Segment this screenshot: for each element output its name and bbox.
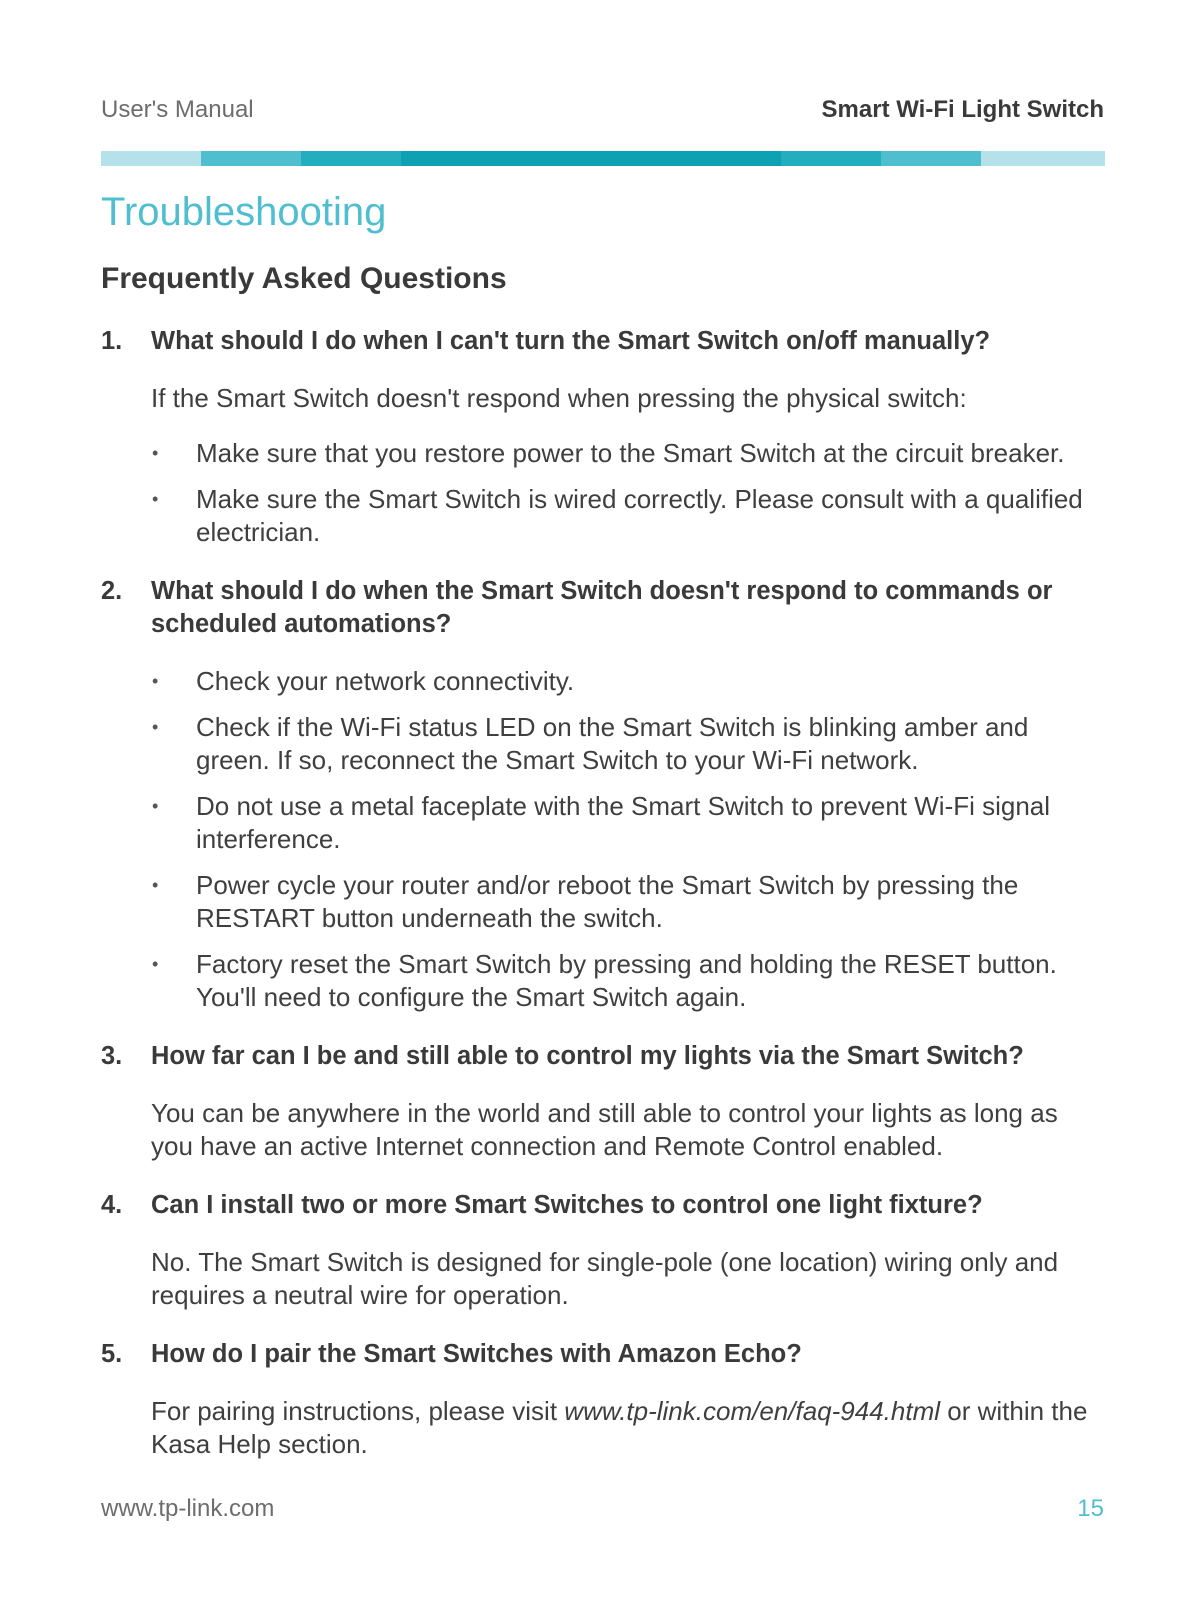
color-bar-segment bbox=[201, 151, 301, 166]
color-bar-segment bbox=[881, 151, 981, 166]
list-item bbox=[101, 869, 1105, 935]
section-subtitle: Frequently Asked Questions bbox=[101, 262, 507, 295]
color-bar-segment bbox=[781, 151, 881, 166]
page-title: Troubleshooting bbox=[101, 190, 387, 234]
faq-item-5 bbox=[101, 1338, 1105, 1461]
page-header bbox=[101, 96, 1104, 130]
bullet-list bbox=[101, 665, 1105, 1014]
bullet-icon: • bbox=[152, 717, 159, 737]
faq-question bbox=[101, 1338, 1105, 1371]
bullet-icon: • bbox=[152, 954, 159, 974]
list-item bbox=[101, 665, 1105, 698]
page-number: 15 bbox=[1077, 1495, 1104, 1522]
answer-text: For pairing instructions, please visit bbox=[151, 1396, 565, 1426]
bullet-icon: • bbox=[152, 875, 159, 895]
bullet-text: Power cycle your router and/or reboot the Smart Switch by pressing the RESTART button underneath the switch. bbox=[196, 870, 1019, 933]
faq-item-2 bbox=[101, 575, 1105, 1014]
footer-url[interactable]: www.tp-link.com bbox=[101, 1495, 275, 1522]
answer-text: or within the Kasa Help section. bbox=[151, 1396, 1088, 1459]
list-item bbox=[101, 711, 1105, 777]
question-number: 1. bbox=[101, 327, 123, 355]
question-number: 4. bbox=[101, 1191, 123, 1219]
faq-item-1 bbox=[101, 325, 1105, 549]
bullet-icon: • bbox=[152, 443, 159, 463]
faq-question bbox=[101, 575, 1105, 641]
faq-link[interactable]: www.tp-link.com/en/faq-944.html bbox=[564, 1396, 941, 1426]
bullet-text: Do not use a metal faceplate with the Smart Switch to prevent Wi-Fi signal interference. bbox=[196, 791, 1051, 854]
bullet-text: Factory reset the Smart Switch by pressing and holding the RESET button. You'll need to configure the Smart Switch again. bbox=[196, 949, 1057, 1012]
manual-label: User's Manual bbox=[101, 96, 254, 123]
color-bar-segment bbox=[401, 151, 781, 166]
bullet-icon: • bbox=[152, 671, 159, 691]
bullet-text: Check if the Wi-Fi status LED on the Smart Switch is blinking amber and green. If so, reconnect the Smart Switch to your Wi-Fi network. bbox=[196, 712, 1029, 775]
bullet-list bbox=[101, 437, 1105, 549]
list-item bbox=[101, 948, 1105, 1014]
faq-question bbox=[101, 325, 1105, 358]
question-text: What should I do when the Smart Switch doesn't respond to commands or scheduled automations? bbox=[151, 577, 1053, 638]
bullet-icon: • bbox=[152, 796, 159, 816]
faq-answer: You can be anywhere in the world and still able to control your lights as long as you have an active Internet connection and Remote Control enabled. bbox=[151, 1098, 1058, 1161]
faq-item-4 bbox=[101, 1189, 1105, 1312]
list-item bbox=[101, 437, 1105, 470]
header-color-bar bbox=[101, 151, 1105, 166]
faq-question bbox=[101, 1040, 1105, 1073]
faq-answer: No. The Smart Switch is designed for single-pole (one location) wiring only and requires a neutral wire for operation. bbox=[151, 1247, 1059, 1310]
faq-list bbox=[101, 325, 1105, 1487]
bullet-text: Check your network connectivity. bbox=[196, 666, 575, 696]
color-bar-segment bbox=[981, 151, 1105, 166]
faq-answer: If the Smart Switch doesn't respond when pressing the physical switch: bbox=[151, 383, 967, 413]
question-text: How do I pair the Smart Switches with Amazon Echo? bbox=[151, 1340, 802, 1368]
bullet-icon: • bbox=[152, 489, 159, 509]
bullet-text: Make sure the Smart Switch is wired correctly. Please consult with a qualified electrician. bbox=[196, 484, 1083, 547]
list-item bbox=[101, 790, 1105, 856]
faq-answer bbox=[101, 1395, 1105, 1461]
question-number: 3. bbox=[101, 1042, 123, 1070]
color-bar-segment bbox=[301, 151, 401, 166]
color-bar-segment bbox=[101, 151, 201, 166]
list-item bbox=[101, 483, 1105, 549]
question-text: How far can I be and still able to control my lights via the Smart Switch? bbox=[151, 1042, 1024, 1070]
question-number: 5. bbox=[101, 1340, 123, 1368]
product-name: Smart Wi-Fi Light Switch bbox=[821, 96, 1104, 123]
question-number: 2. bbox=[101, 577, 123, 605]
bullet-text: Make sure that you restore power to the Smart Switch at the circuit breaker. bbox=[196, 438, 1065, 468]
question-text: Can I install two or more Smart Switches to control one light fixture? bbox=[151, 1191, 983, 1219]
faq-question bbox=[101, 1189, 1105, 1222]
faq-item-3 bbox=[101, 1040, 1105, 1163]
question-text: What should I do when I can't turn the Smart Switch on/off manually? bbox=[151, 327, 991, 355]
